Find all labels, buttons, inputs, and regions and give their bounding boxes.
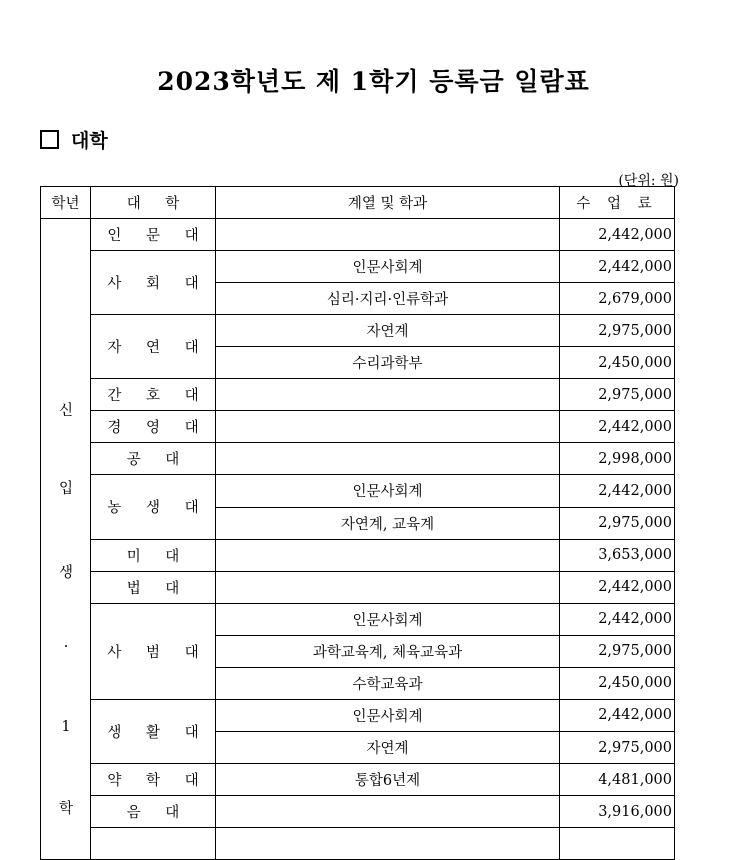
empty-cell <box>560 828 675 860</box>
unit-label: (단위: 원) <box>618 173 679 189</box>
year-char: 입 <box>58 481 73 497</box>
dept-cell <box>216 443 560 475</box>
college-cell: 농 생 대 <box>91 475 216 539</box>
table-row <box>41 539 675 571</box>
fee-cell: 3,916,000 <box>560 796 675 828</box>
college-cell: 약 학 대 <box>91 764 216 796</box>
dept-cell <box>216 379 560 411</box>
section-heading <box>40 126 108 153</box>
fee-cell: 2,975,000 <box>560 732 675 764</box>
college-cell: 자 연 대 <box>91 315 216 379</box>
college-cell: 경 영 대 <box>91 411 216 443</box>
fee-cell: 2,450,000 <box>560 667 675 699</box>
fee-cell: 2,442,000 <box>560 475 675 507</box>
table-row <box>41 603 675 635</box>
tuition-table <box>40 186 675 860</box>
year-char: 학 <box>58 801 73 817</box>
dept-cell <box>216 219 560 251</box>
table-row <box>41 571 675 603</box>
fee-cell: 2,975,000 <box>560 315 675 347</box>
header-fee: 수 업 료 <box>560 187 675 219</box>
dept-cell: 자연계, 교육계 <box>216 507 560 539</box>
dept-cell: 인문사회계 <box>216 603 560 635</box>
dept-cell: 통합6년제 <box>216 764 560 796</box>
fee-cell: 2,975,000 <box>560 635 675 667</box>
fee-cell: 2,442,000 <box>560 411 675 443</box>
dept-cell: 인문사회계 <box>216 699 560 731</box>
dept-cell: 자연계 <box>216 315 560 347</box>
section-label: 대학 <box>71 130 108 152</box>
table-row <box>41 411 675 443</box>
dept-cell: 인문사회계 <box>216 475 560 507</box>
dept-cell: 과학교육계, 체육교육과 <box>216 635 560 667</box>
table-row <box>41 315 675 347</box>
table-row <box>41 796 675 828</box>
year-char: · <box>63 639 69 655</box>
year-char: 생 <box>58 565 73 581</box>
college-cell: 공 대 <box>91 443 216 475</box>
header-year: 학년 <box>41 187 91 219</box>
dept-cell: 심리·지리·인류학과 <box>216 283 560 315</box>
college-cell: 미 대 <box>91 539 216 571</box>
page-title: 2023학년도 제 1학기 등록금 일람표 <box>157 67 590 96</box>
square-icon <box>40 130 59 149</box>
year-char: 1 <box>61 719 71 735</box>
college-cell: 간 호 대 <box>91 379 216 411</box>
fee-cell: 3,653,000 <box>560 539 675 571</box>
dept-cell: 자연계 <box>216 732 560 764</box>
dept-cell: 인문사회계 <box>216 251 560 283</box>
fee-cell: 2,442,000 <box>560 603 675 635</box>
table-row <box>41 219 675 251</box>
fee-cell: 2,975,000 <box>560 507 675 539</box>
college-cell: 생 활 대 <box>91 699 216 763</box>
dept-cell <box>216 796 560 828</box>
fee-cell: 2,975,000 <box>560 379 675 411</box>
fee-cell: 4,481,000 <box>560 764 675 796</box>
empty-cell <box>91 828 216 860</box>
fee-cell: 2,442,000 <box>560 571 675 603</box>
header-dept: 계열 및 학과 <box>216 187 560 219</box>
year-cell <box>41 219 91 860</box>
dept-cell: 수학교육과 <box>216 667 560 699</box>
college-cell: 법 대 <box>91 571 216 603</box>
dept-cell <box>216 539 560 571</box>
fee-cell: 2,442,000 <box>560 699 675 731</box>
dept-cell <box>216 411 560 443</box>
table-row <box>41 699 675 731</box>
table-row-partial <box>41 828 675 860</box>
college-cell: 음 대 <box>91 796 216 828</box>
college-cell: 사 회 대 <box>91 251 216 315</box>
header-college: 대 학 <box>91 187 216 219</box>
table-row <box>41 379 675 411</box>
fee-cell: 2,679,000 <box>560 283 675 315</box>
table-row <box>41 764 675 796</box>
year-char: 신 <box>58 403 73 419</box>
dept-cell: 수리과학부 <box>216 347 560 379</box>
college-cell: 사 범 대 <box>91 603 216 699</box>
empty-cell <box>216 828 560 860</box>
table-row <box>41 443 675 475</box>
table-row <box>41 251 675 283</box>
college-cell: 인 문 대 <box>91 219 216 251</box>
fee-cell: 2,442,000 <box>560 219 675 251</box>
table-header-row <box>41 187 675 219</box>
fee-cell: 2,450,000 <box>560 347 675 379</box>
fee-cell: 2,998,000 <box>560 443 675 475</box>
table-row <box>41 475 675 507</box>
fee-cell: 2,442,000 <box>560 251 675 283</box>
dept-cell <box>216 571 560 603</box>
